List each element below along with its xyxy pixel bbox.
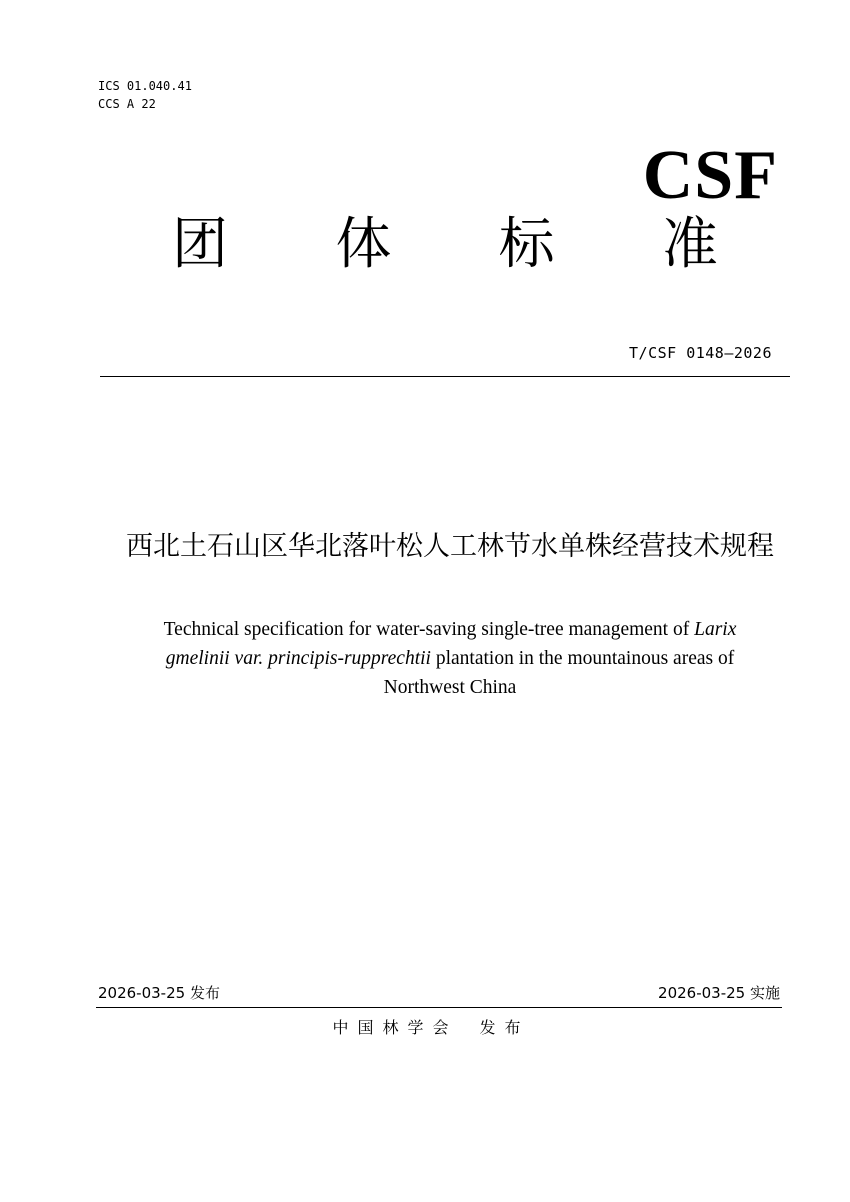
title-en-line1-text: Technical specification for water-saving single-tree management of (163, 619, 695, 640)
standard-type-heading (100, 210, 790, 280)
title-en-genus: Larix (694, 619, 737, 640)
standard-type-char: 团 (172, 212, 228, 277)
title-en-line3-text: Northwest China (383, 677, 517, 698)
title-chinese: 西北土石山区华北落叶松人工林节水单株经营技术规程 (126, 531, 774, 562)
ccs-code: CCS A 22 (98, 97, 156, 111)
standard-type-char: 体 (335, 212, 392, 277)
classification-codes (98, 77, 192, 113)
ics-code: ICS 01.040.41 (98, 79, 192, 93)
title-en-line2-text: plantation in the mountainous areas of (430, 648, 735, 669)
publish-date: 2026-03-25 发布 (98, 984, 220, 1002)
issuer-name: 中国林学会 (332, 1018, 458, 1037)
standard-type-char: 准 (661, 212, 718, 277)
footer-divider (96, 1007, 782, 1008)
title-en-species: gmelinii var. principis-rupprechtii (165, 648, 431, 669)
standard-number: T/CSF 0148—2026 (629, 344, 772, 362)
standard-type-char: 标 (498, 212, 555, 277)
title-english (110, 615, 790, 702)
issuer-line (0, 1016, 850, 1040)
csf-logo-text: CSF (642, 137, 778, 214)
implement-date: 2026-03-25 实施 (658, 984, 780, 1002)
header-divider (100, 376, 790, 377)
issuer-action: 发布 (479, 1018, 530, 1037)
